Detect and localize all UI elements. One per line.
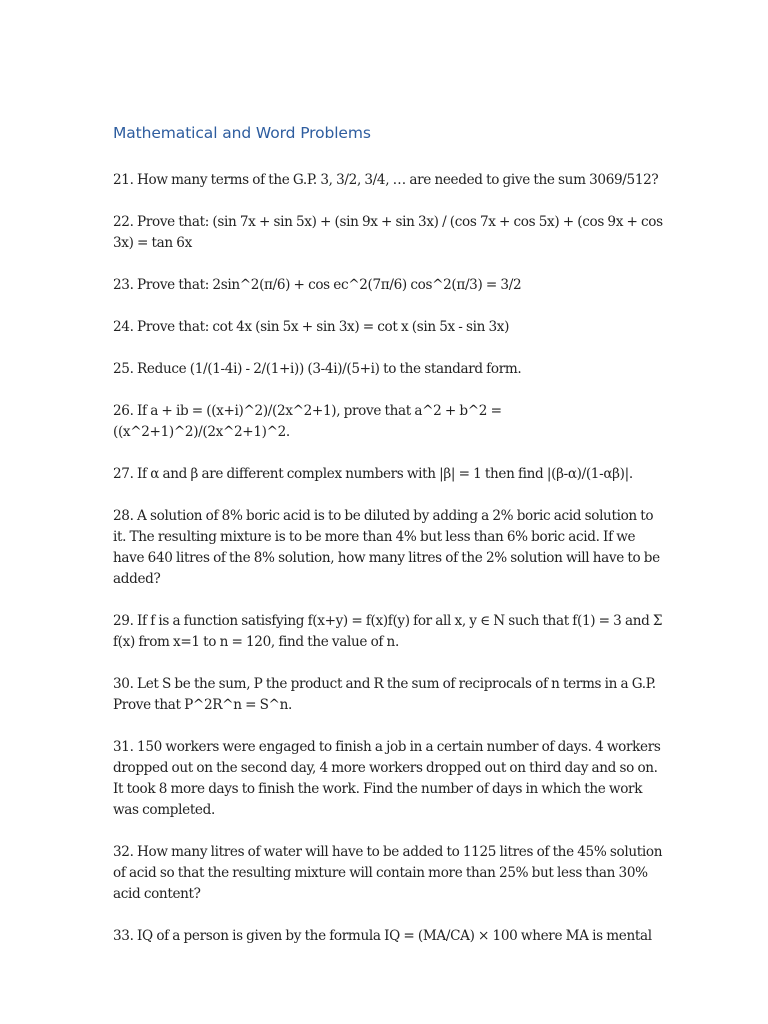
section-heading: Mathematical and Word Problems (113, 124, 371, 142)
problem-30: 30. Let S be the sum, P the product and R the sum of reciprocals of n terms in a G.P. Prove that P^2R^n = S^n. (113, 676, 656, 713)
problem-32: 32. How many litres of water will have to be added to 1125 litres of the 45% solution of acid so that the resulting mixture will contain more than 25% but less than 30% acid content? (113, 844, 663, 902)
problem-26: 26. If a + ib = ((x+i)^2)/(2x^2+1), prove that a^2 + b^2 = ((x^2+1)^2)/(2x^2+1)^2. (113, 403, 502, 440)
problem-28: 28. A solution of 8% boric acid is to be diluted by adding a 2% boric acid solution to it. The resulting mixture is to be more than 4% but less than 6% boric acid. If we have 640 litres of the 8% solution, how many litres of the 2% solution will have to be added? (113, 508, 660, 587)
problem-list (113, 170, 665, 968)
problem-21: 21. How many terms of the G.P. 3, 3/2, 3/4, … are needed to give the sum 3069/512? (113, 172, 659, 188)
problem-29: 29. If f is a function satisfying f(x+y) = f(x)f(y) for all x, y ∈ N such that f(1) = 3 and Σ f(x) from x=1 to n = 120, find the value of n. (113, 613, 663, 650)
problem-33: 33. IQ of a person is given by the formula IQ = (MA/CA) × 100 where MA is mental (113, 928, 652, 944)
problem-31: 31. 150 workers were engaged to finish a job in a certain number of days. 4 workers dropped out on the second day, 4 more workers dropped out on third day and so on. It took 8 more days to finish the work. Find the number of days in which the work was completed. (113, 739, 661, 818)
problem-24: 24. Prove that: cot 4x (sin 5x + sin 3x) = cot x (sin 5x - sin 3x) (113, 319, 510, 335)
problem-27: 27. If α and β are different complex numbers with |β| = 1 then find |(β-α)/(1-αβ)|. (113, 466, 633, 482)
problem-23: 23. Prove that: 2sin^2(π/6) + cos ec^2(7π/6) cos^2(π/3) = 3/2 (113, 277, 522, 293)
problem-25: 25. Reduce (1/(1-4i) - 2/(1+i)) (3-4i)/(5+i) to the standard form. (113, 361, 522, 377)
problem-22: 22. Prove that: (sin 7x + sin 5x) + (sin 9x + sin 3x) / (cos 7x + cos 5x) + (cos 9x + cos 3x) = tan 6x (113, 214, 663, 251)
